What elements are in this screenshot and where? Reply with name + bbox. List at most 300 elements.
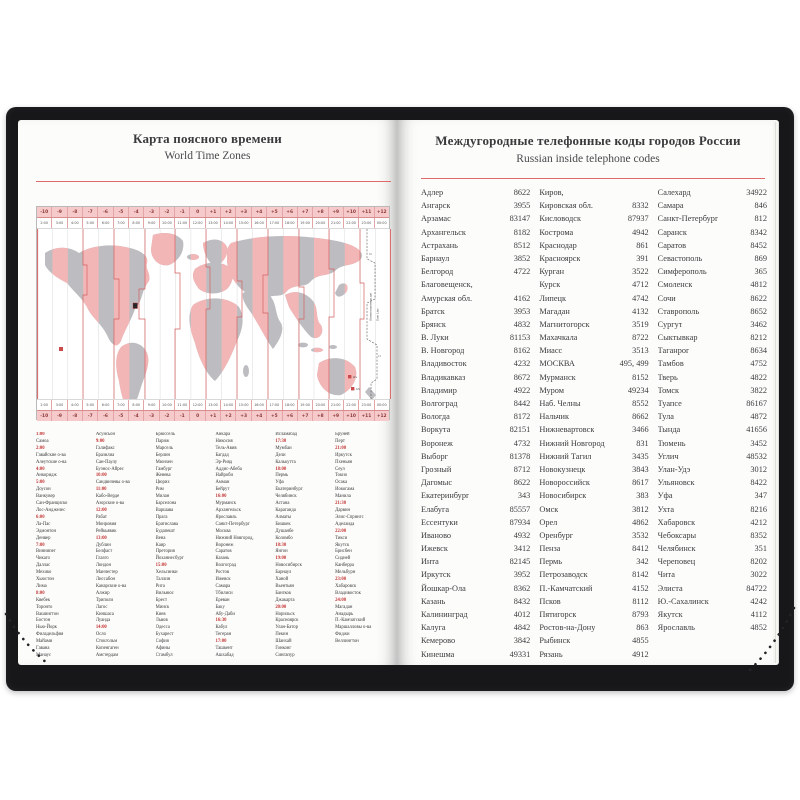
phone-city: Хабаровск (657, 517, 696, 527)
timezone-city: Тикси (335, 535, 348, 541)
zone-time-cell: 19:00 (298, 218, 313, 228)
phone-row (539, 371, 648, 384)
phone-city: Углич (657, 451, 679, 461)
map-marker-red (348, 375, 351, 378)
phone-row (658, 199, 767, 212)
phone-code: 4855 (632, 636, 649, 646)
date-line-label-ru: Линия перемены дат (368, 292, 373, 321)
date-line-number: 12 (378, 354, 381, 358)
zone-offset-cell: -7 (83, 411, 98, 421)
timezone-city: Милан (155, 494, 170, 500)
timezone-city: Лос-Анджелес (36, 507, 66, 513)
timezone-city: Лиссабон (95, 577, 116, 583)
phone-code: 3952 (513, 570, 531, 580)
phone-row (421, 595, 530, 608)
timezone-city: Белфаст (95, 549, 113, 555)
zone-offset-cell: -3 (144, 207, 159, 217)
phone-row (658, 410, 767, 423)
phone-city: Омск (539, 504, 559, 514)
phone-row (658, 186, 767, 199)
phone-code: 3822 (750, 385, 767, 395)
timezone-column (215, 432, 272, 662)
phone-code: 4912 (632, 649, 649, 659)
phone-city: Якутск (657, 610, 683, 619)
timezone-city: Владивосток (335, 590, 361, 596)
phone-code: 863 (636, 623, 649, 633)
phone-row (421, 529, 530, 542)
zone-offset-cell: +12 (376, 209, 387, 215)
timezone-city: Париж (155, 438, 170, 444)
timezone-city: Перт (335, 438, 345, 444)
timezone-city: Барселона (155, 501, 177, 507)
phone-row (658, 437, 767, 450)
phone-code: 8142 (632, 570, 649, 580)
timezone-city: Львов (155, 618, 168, 624)
timezone-city: Глазго (95, 556, 109, 562)
zone-time-cell: 8:00 (129, 218, 144, 228)
phone-code: 8352 (750, 530, 767, 540)
phone-city: Вологда (421, 412, 450, 422)
phone-code: 4842 (513, 623, 531, 633)
phone-row (421, 450, 530, 463)
phone-code: 8212 (750, 333, 767, 343)
timezone-city: Рейкьявик (95, 528, 117, 534)
phone-city: Нальчик (539, 412, 570, 422)
phone-city: Воронеж (421, 438, 453, 448)
phone-city: Выборг (421, 451, 449, 461)
phone-row (658, 503, 767, 516)
timezone-city: Мехико (36, 570, 52, 576)
phone-code: 3022 (750, 570, 767, 580)
timezone-city: Пекин (275, 632, 289, 638)
timezone-city: Йоханнесбург (155, 556, 184, 562)
timezone-city: Хельсинки (155, 570, 178, 576)
timezone-city: Бейрут (215, 487, 230, 493)
phone-code: 4942 (632, 227, 649, 237)
map-scale-offsets-top (37, 207, 389, 218)
phone-code: 8672 (513, 372, 531, 382)
zone-time-cell: 18:00 (283, 218, 298, 228)
right-page-title: Междугородные телефонные коды городов России (435, 133, 741, 148)
timezone-time: 11:00 (95, 487, 107, 493)
phone-row (421, 252, 530, 265)
timezone-city: Караганда (275, 507, 296, 513)
zone-offset-cell: -2 (160, 207, 175, 217)
phone-code: 4932 (513, 530, 531, 540)
zone-time-cell: 13:00 (206, 400, 221, 410)
timezone-city: Анкоридж (36, 473, 57, 479)
phone-code: 3843 (632, 464, 649, 474)
timezone-city: Рим (155, 487, 164, 493)
timezone-city: Иокогама (335, 487, 355, 493)
zone-time-cell: 10:00 (160, 218, 175, 228)
page-phone-codes (397, 120, 779, 665)
timezone-city: Брюссель (155, 432, 175, 437)
phone-city: Братск (421, 306, 445, 316)
phone-city: Сочи (657, 293, 676, 303)
timezone-city: Воронеж (215, 542, 234, 548)
phone-row (539, 503, 648, 516)
timezone-city: Манаус (36, 653, 52, 658)
zone-offset-cell: -3 (144, 411, 159, 421)
phone-city: Махачкала (539, 333, 578, 343)
timezone-time: 20:00 (275, 604, 287, 610)
phone-row (539, 199, 648, 212)
phone-city: Тверь (657, 372, 678, 382)
phone-city: Благовещенск, (421, 280, 473, 290)
zone-offset-cell: -5 (114, 207, 129, 217)
zone-time-cell: 2:00 (37, 400, 52, 410)
phone-code: 8622 (750, 293, 767, 303)
zone-offset-cell: -9 (52, 207, 67, 217)
timezone-city: Берлин (155, 452, 171, 458)
timezone-city: Уфа (275, 480, 284, 486)
zone-offset-cell: +9 (329, 411, 344, 421)
timezone-city: Афины (155, 646, 171, 652)
zone-time-cell: 15:00 (236, 400, 251, 410)
timezone-city: Алжир (95, 590, 110, 596)
timezone-city: Екатеринбург (275, 487, 303, 493)
timezone-city: Киев (155, 611, 166, 617)
phone-row (658, 239, 767, 252)
phone-code: 3412 (513, 544, 531, 554)
zone-offset-cell: -2 (160, 411, 175, 421)
phone-city: Улан-Удэ (657, 464, 691, 474)
zone-offset-cell: +10 (344, 411, 359, 421)
zone-offset-cell: -9 (52, 411, 67, 421)
timezone-city: Найроби (215, 473, 234, 479)
phone-row (539, 437, 648, 450)
phone-city: Белгород (421, 267, 454, 277)
phone-code: 869 (754, 253, 767, 263)
phone-code: 4922 (513, 385, 531, 395)
zone-offset-cell: -7 (83, 207, 98, 217)
timezone-city: Марсель (155, 445, 173, 451)
phone-row (539, 410, 648, 423)
phone-row (658, 226, 767, 239)
timezone-city: Ашхабад (215, 653, 234, 658)
right-title-rule (421, 178, 765, 179)
zone-offset-cell: -4 (129, 207, 144, 217)
map-marker-red (59, 347, 63, 351)
date-line-label-en: Date Line (375, 308, 380, 321)
phone-city: Ангарск (421, 201, 451, 211)
timezone-city: Амман (215, 480, 230, 486)
phone-row (539, 265, 648, 278)
zone-time-cell: 14:00 (221, 218, 236, 228)
phone-row (421, 608, 530, 621)
phone-row (421, 212, 530, 225)
phone-row (539, 226, 648, 239)
timezone-city: София (155, 639, 169, 645)
phone-code: 8342 (750, 227, 767, 237)
zone-offset-cell: +9 (329, 207, 344, 217)
phone-row (658, 357, 767, 370)
phone-code: 8172 (513, 412, 531, 422)
phone-city: Ю.-Сахалинск (657, 596, 709, 606)
phone-city: Новокузнецк (539, 464, 586, 474)
timezone-city: Одесса (155, 625, 170, 631)
phone-row (539, 595, 648, 608)
zone-offset-cell: -8 (68, 411, 83, 421)
phone-city: Кострома (539, 227, 574, 237)
phone-row (658, 476, 767, 489)
phone-row (539, 278, 648, 291)
timezone-city: Дели (275, 452, 286, 458)
timezone-city: Гавайские о-ва (36, 452, 66, 458)
phone-city: Магадан (539, 306, 570, 316)
zone-offset-cell: +1 (206, 207, 221, 217)
phone-city: Краснодар (539, 240, 577, 250)
zone-time-cell: 2:00 (37, 218, 52, 228)
timezone-city: Осло (95, 632, 106, 638)
timezone-city: Ижевск (215, 577, 231, 583)
timezone-city: Варшава (155, 507, 174, 513)
phone-code: 4832 (513, 319, 531, 329)
phone-row (539, 608, 648, 621)
phone-city: Миасс (539, 346, 563, 356)
timezone-city: Рабат (95, 514, 107, 520)
zone-offset-cell: -6 (98, 207, 113, 217)
phone-code: 4012 (513, 610, 531, 619)
timezone-city: Москва (215, 528, 231, 534)
phone-city: Ухта (657, 504, 675, 514)
phone-code: 365 (754, 267, 767, 277)
timezone-city: Будапешт (155, 528, 175, 534)
timezone-city: Никосия (215, 438, 233, 444)
timezone-time: 8:00 (36, 590, 45, 596)
phone-city: Ижевск (421, 544, 448, 554)
phone-code: 8432 (513, 596, 531, 606)
phone-code: 8622 (513, 188, 531, 197)
phone-code: 3452 (750, 438, 767, 448)
phone-row (539, 634, 648, 647)
phone-city: Чита (657, 570, 675, 580)
phone-row (421, 476, 530, 489)
phone-code: 3953 (513, 306, 531, 316)
timezone-city: Денвер (36, 535, 51, 541)
phone-row (658, 516, 767, 529)
phone-code: 812 (754, 214, 767, 224)
phone-code: 8617 (632, 478, 649, 488)
timezone-city: Канберра (335, 563, 354, 569)
timezone-city: Манчестер (95, 570, 118, 576)
phone-city: Ульяновск (657, 478, 695, 488)
timezone-city: Саратов (215, 549, 232, 555)
zone-time-cell: 7:00 (114, 218, 129, 228)
phone-row (658, 318, 767, 331)
zone-offset-cell: +6 (283, 411, 298, 421)
phone-city: Мурманск (539, 372, 576, 382)
phone-code: 8162 (513, 346, 531, 356)
zone-time-cell: 10:00 (160, 400, 175, 410)
timezone-city: Копенгаген (95, 646, 119, 652)
zone-time-cell: 00:00 (376, 221, 387, 225)
timezone-city: Осака (335, 480, 348, 486)
phone-code: 4862 (632, 517, 649, 527)
map-marker-red (351, 387, 354, 390)
timezone-city: Манила (335, 494, 351, 500)
phone-city: Ессентуки (421, 517, 458, 527)
timezone-city: Амстердам (95, 653, 119, 658)
zone-time-cell: 23:00 (359, 400, 374, 410)
timezone-city: Ростов (215, 570, 230, 576)
timezone-city: Сан-Паулу (95, 459, 118, 465)
phone-city: В. Луки (421, 333, 449, 343)
phone-row (539, 568, 648, 581)
phone-city: Рыбинск (539, 636, 571, 646)
timezone-city: Вильнюс (155, 590, 174, 596)
phone-city: Казань (421, 596, 446, 606)
timezone-city: Волгоград (215, 563, 237, 569)
timezone-city: Сеул (335, 466, 345, 472)
timezone-city: Барнаул (275, 570, 292, 576)
phone-code: 4242 (750, 596, 767, 606)
phone-row (658, 621, 767, 634)
phone-row (539, 476, 648, 489)
phone-code: 8722 (632, 333, 649, 343)
phone-row (539, 516, 648, 529)
phone-city: Нижний Новгород (539, 438, 605, 448)
timezone-time: 16:30 (215, 618, 227, 624)
phone-city: Владикавказ (421, 372, 466, 382)
phone-row (421, 423, 530, 436)
timezone-column (156, 432, 213, 662)
phone-code: 8793 (632, 610, 649, 619)
zone-time-cell: 17:00 (267, 400, 282, 410)
phone-row (539, 489, 648, 502)
zone-time-cell: 4:00 (68, 218, 83, 228)
timezone-city: Галифакс (95, 445, 115, 451)
phone-code: 4232 (513, 359, 531, 369)
phone-row (658, 344, 767, 357)
phone-row (539, 463, 648, 476)
phone-code: 343 (517, 491, 531, 501)
timezone-city: Сандвичевы о-ва (95, 480, 130, 486)
phone-code: 4822 (750, 372, 767, 382)
timezone-city: Эдмонтон (36, 528, 57, 534)
zone-offset-cell: +11 (359, 207, 374, 217)
phone-city: Таганрог (657, 346, 690, 356)
timezone-city: Токио (335, 473, 348, 479)
phone-code: 8362 (513, 583, 531, 593)
map-marker-label: 12ч (355, 387, 361, 391)
phone-code: 4212 (750, 517, 767, 527)
phone-row (421, 516, 530, 529)
zone-offset-cell: +4 (252, 411, 267, 421)
zone-time-cell: 14:00 (221, 400, 236, 410)
timezone-city: Нью-Йорк (36, 625, 57, 631)
timezone-city: Таллин (155, 577, 171, 583)
phone-row (421, 265, 530, 278)
zone-offset-cell: +4 (252, 207, 267, 217)
timezone-column (96, 432, 153, 662)
phone-code: 3513 (632, 346, 649, 356)
phone-row (421, 318, 530, 331)
phone-code: 383 (636, 491, 649, 501)
phone-city: Курск (539, 280, 561, 290)
phone-city: Калуга (421, 623, 446, 633)
phone-code: 86167 (746, 399, 767, 408)
phone-code: 3532 (632, 530, 649, 540)
zone-offset-cell: +2 (221, 411, 236, 421)
timezone-city: Лима (36, 583, 47, 589)
timezone-city: Якутск (335, 542, 350, 548)
zone-time-cell: 11:00 (175, 218, 190, 228)
timezone-time: 18:30 (275, 542, 287, 548)
phone-row (421, 344, 530, 357)
timezone-city: Чикаго (36, 556, 50, 562)
phone-city: Тула (657, 412, 674, 422)
timezone-city: Янгон (275, 549, 288, 555)
phone-row (421, 397, 530, 410)
timezone-city: Сингапур (275, 653, 295, 658)
timezone-city: Хабаровск (335, 583, 357, 589)
phone-row (658, 397, 767, 410)
phone-code: 495, 499 (619, 359, 649, 369)
timezone-city: Казань (215, 556, 230, 562)
timezone-time: 17:00 (215, 639, 227, 645)
timezone-city: Самара (215, 583, 231, 589)
timezone-city: Торонто (36, 604, 53, 610)
phone-row (421, 410, 530, 423)
zone-time-cell: 5:00 (83, 400, 98, 410)
phone-code: 4112 (750, 610, 767, 619)
phone-row (658, 529, 767, 542)
zone-time-cell: 20:00 (313, 218, 328, 228)
timezone-city: Магадан (335, 604, 353, 610)
phone-city: Рязань (539, 649, 563, 659)
phone-code: 49234 (627, 385, 649, 395)
phone-code: 8552 (632, 399, 649, 408)
zone-time-cell: 15:00 (236, 218, 251, 228)
phone-city: Киров, (539, 188, 564, 197)
phone-row (539, 252, 648, 265)
phone-code: 3852 (513, 253, 531, 263)
phone-row (658, 423, 767, 436)
phone-row (539, 344, 648, 357)
zone-offset-cell: +7 (298, 411, 313, 421)
timezone-time: 13:00 (95, 535, 107, 541)
zone-time-cell: 3:00 (52, 218, 67, 228)
phone-code: 3462 (750, 319, 767, 329)
phone-column (658, 186, 767, 664)
timezone-city: Ташкент (215, 646, 233, 652)
phone-row (658, 305, 767, 318)
phone-row (539, 529, 648, 542)
zone-offset-cell: +7 (298, 207, 313, 217)
phone-row (539, 305, 648, 318)
zone-offset-cell: +8 (313, 411, 328, 421)
phone-city: Челябинск (657, 544, 696, 554)
timezone-time: 22:00 (335, 528, 347, 534)
phone-code: 81153 (509, 333, 531, 343)
zone-offset-cell: -6 (98, 411, 113, 421)
phone-row (658, 463, 767, 476)
zone-time-cell: 4:00 (68, 400, 83, 410)
phone-city: Элиста (657, 583, 683, 593)
timezone-city: Пермь (275, 473, 289, 479)
timezone-time: 16:00 (215, 494, 227, 500)
phone-city: Владимир (421, 385, 457, 395)
timezone-time: 24:00 (335, 597, 347, 603)
phone-city: Курган (539, 267, 565, 277)
phone-row (421, 503, 530, 516)
timezone-city: Луанда (95, 618, 111, 624)
timezone-city: Багдад (215, 452, 229, 458)
timezone-city: Брисбен (335, 549, 352, 555)
timezone-city: Стокгольм (95, 639, 118, 645)
